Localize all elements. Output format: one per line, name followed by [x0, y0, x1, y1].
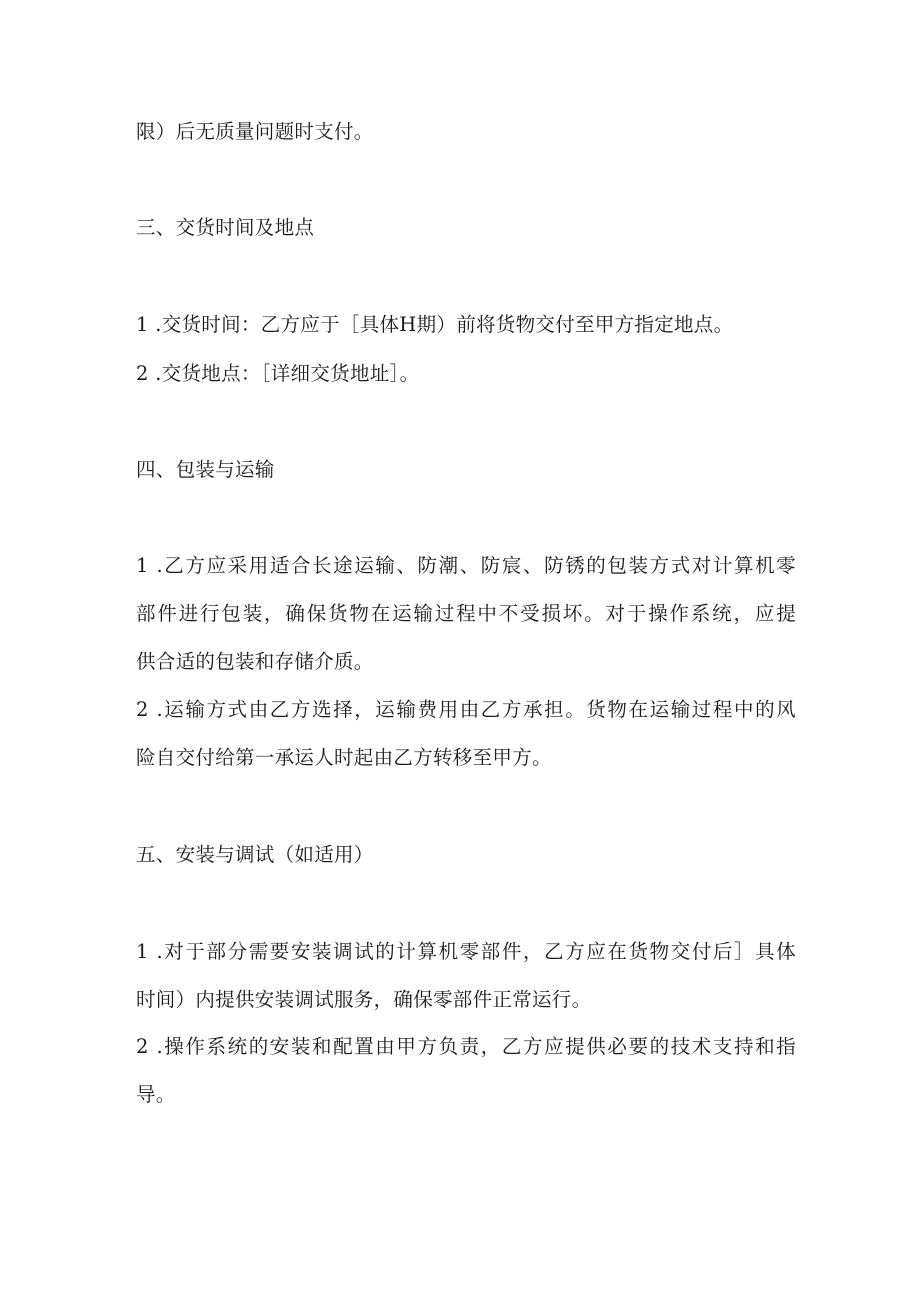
section-5-item-2-line-2: 导。: [136, 1083, 176, 1106]
section-5-heading: 五、安装与调试（如适用）: [136, 843, 374, 866]
continuation-text: 限）后无质量问题时支付。: [136, 120, 374, 143]
section-3-item-2: 2 .交货地点：［详细交货地址］。: [136, 362, 420, 385]
section-4-item-2-line-2: 险自交付给第一承运人时起由乙方转移至甲方。: [136, 746, 552, 769]
section-4-heading: 四、包装与运输: [136, 458, 275, 481]
section-3-item-1: 1 .交货时间：乙方应于［具体H期）前将货物交付至甲方指定地点。: [136, 313, 734, 336]
section-4-item-2-line-1: 2 .运输方式由乙方选择，运输费用由乙方承担。货物在运输过程中的风: [136, 698, 796, 721]
section-5-item-2-line-1: 2 .操作系统的安装和配置由甲方负责，乙方应提供必要的技术支持和指: [136, 1035, 796, 1058]
section-4-item-1-line-3: 供合适的包装和存储介质。: [136, 650, 374, 673]
section-4-item-1-line-1: 1 .乙方应采用适合长途运输、防潮、防宸、防锈的包装方式对计算机零: [136, 554, 796, 577]
section-5-item-1-line-1: 1 .对于部分需要安装调试的计算机零部件，乙方应在货物交付后］具体: [136, 940, 796, 963]
section-3-heading: 三、交货时间及地点: [136, 216, 315, 239]
section-4-item-1-line-2: 部件进行包装，确保货物在运输过程中不受损坏。对于操作系统，应提: [136, 602, 796, 625]
section-5-item-1-line-2: 时间）内提供安装调试服务，确保零部件正常运行。: [136, 988, 592, 1011]
